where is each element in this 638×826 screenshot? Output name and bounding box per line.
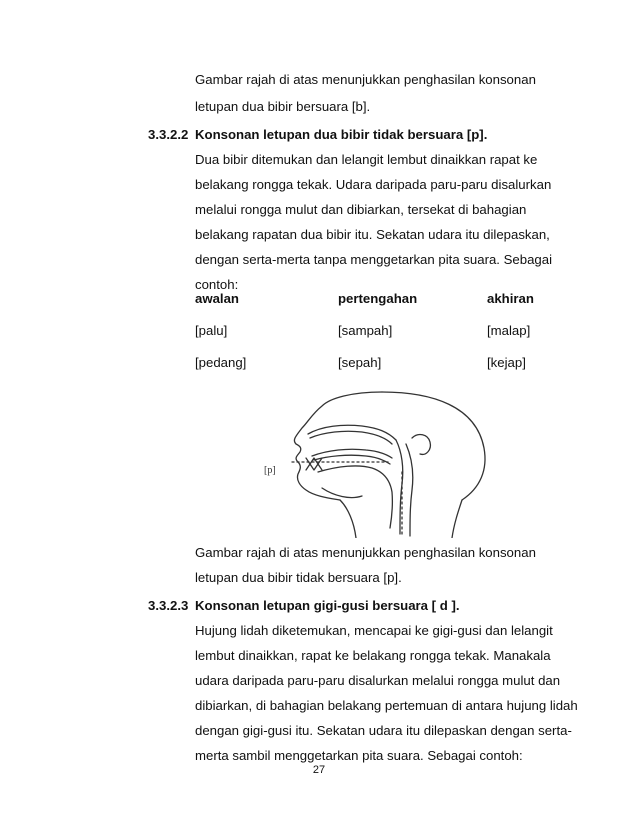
table-header-awalan: awalan [195,291,239,306]
body-line: belakang rapatan dua bibir itu. Sekatan udara itu dilepaskan, [195,227,550,242]
body-line: contoh: [195,277,239,292]
body-line: udara daripada paru-paru disalurkan melalui rongga mulut dan [195,673,561,688]
page-number: 27 [312,764,326,776]
section-title: Konsonan letupan gigi-gusi bersuara [ d ]. [195,598,460,613]
palate [312,449,392,458]
head-outline [294,392,382,500]
table-header-pertengahan: pertengahan [338,291,418,306]
section-number: 3.3.2.2 [148,127,189,142]
jaw [322,488,362,498]
caption-line-2: letupan dua bibir tidak bersuara [p]. [195,570,402,585]
vocal-tract-diagram [262,388,502,538]
body-line: belakang rongga tekak. Udara daripada paru-paru disalurkan [195,177,552,192]
table-cell: [kejap] [487,355,526,370]
neck-front [340,500,356,538]
body-line: dibiarkan, di bahagian belakang pertemuan di antara hujung lidah [195,698,578,713]
caption-line-1: Gambar rajah di atas menunjukkan penghasilan konsonan [195,545,536,560]
lower-teeth [306,464,322,470]
table-cell: [sepah] [338,355,382,370]
body-line: merta sambil menggetarkan pita suara. Sebagai contoh: [195,748,523,763]
caption-line-2: letupan dua bibir bersuara [b]. [195,99,371,114]
neck-back [452,500,462,538]
skull-outline [382,392,485,500]
body-line: lembut dinaikkan, rapat ke belakang rongga tekak. Manakala [195,648,551,663]
table-cell: [pedang] [195,355,247,370]
table-cell: [sampah] [338,323,393,338]
table-cell: [malap] [487,323,531,338]
body-line: Dua bibir ditemukan dan lelangit lembut dinaikkan rapat ke [195,152,538,167]
section-title: Konsonan letupan dua bibir tidak bersuara [p]. [195,127,488,142]
body-line: dengan gigi-gusi itu. Sekatan udara itu dilepaskan dengan serta- [195,723,572,738]
body-line: Hujung lidah diketemukan, mencapai ke gigi-gusi dan lelangit [195,623,553,638]
ear [412,435,430,455]
figure-label: [p] [264,465,276,476]
body-line: melalui rongga mulut dan dibiarkan, tersekat di bahagian [195,202,527,217]
section-number: 3.3.2.3 [148,598,189,613]
table-header-akhiran: akhiran [487,291,534,306]
table-cell: [palu] [195,323,228,338]
caption-line-1: Gambar rajah di atas menunjukkan penghasilan konsonan [195,72,536,87]
body-line: dengan serta-merta tanpa menggetarkan pita suara. Sebagai [195,252,553,267]
